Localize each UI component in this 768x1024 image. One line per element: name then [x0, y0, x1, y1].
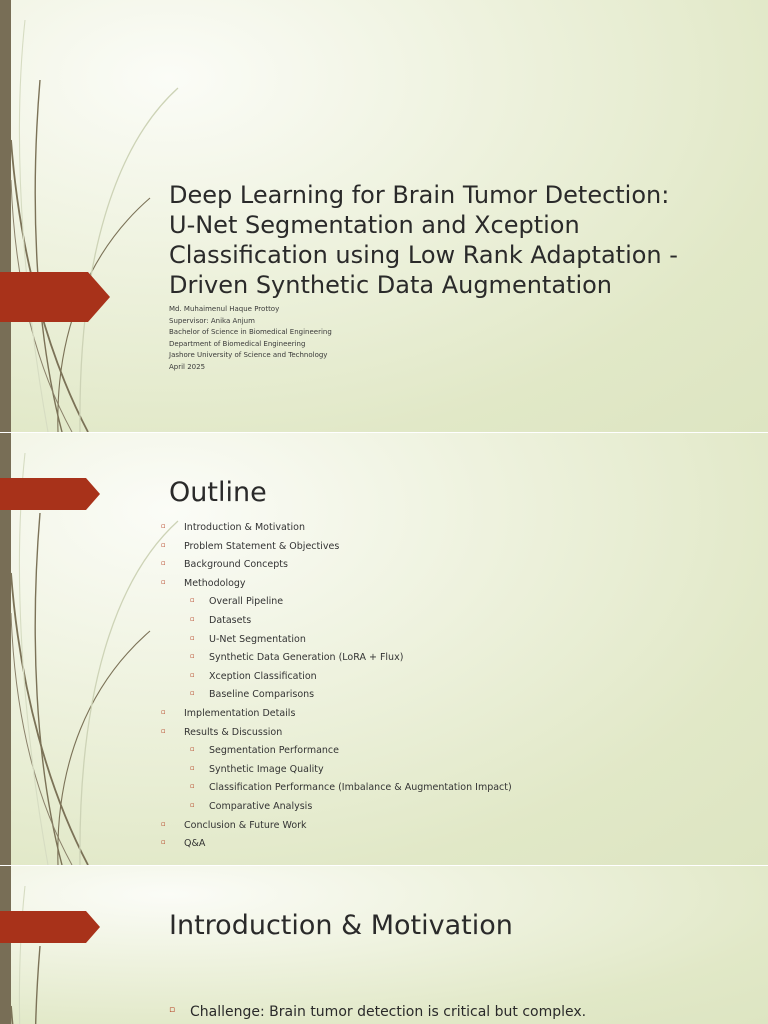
square-bullet-icon: ▫ [190, 689, 195, 698]
list-subitem: ▫ Xception Classification [160, 668, 512, 687]
square-bullet-icon: ▫ [190, 614, 195, 623]
square-bullet-icon: ▫ [161, 522, 166, 530]
list-item: ▫ Introduction & Motivation [160, 519, 512, 538]
square-bullet-icon: ▫ [161, 819, 166, 828]
list-item: ▫ Methodology [160, 575, 512, 594]
list-subitem: ▫ Comparative Analysis [160, 798, 512, 817]
department: Department of Biomedical Engineering [169, 339, 306, 348]
square-bullet-icon: ▫ [190, 633, 195, 642]
list-subitem: ▫ Baseline Comparisons [160, 686, 512, 705]
square-bullet-icon: ▫ [161, 540, 166, 549]
list-item: ▫ Background Concepts [160, 556, 512, 575]
list-subitem: ▫ Datasets [160, 612, 512, 631]
title-line: Classification using Low Rank Adaptation - [169, 241, 678, 269]
list-item: ▫ Conclusion & Future Work [160, 817, 512, 836]
square-bullet-icon: ▫ [190, 652, 195, 661]
author-info [169, 304, 332, 374]
outline-list [160, 519, 512, 854]
square-bullet-icon: ▫ [161, 726, 166, 735]
title-slide [0, 0, 768, 432]
chevron-arrow-tab-icon [0, 478, 100, 510]
square-bullet-icon: ▫ [190, 782, 195, 791]
square-bullet-icon: ▫ [190, 763, 195, 772]
university: Jashore University of Science and Technology [169, 351, 328, 360]
square-bullet-icon: ▫ [190, 670, 195, 679]
list-item: ▫ Problem Statement & Objectives [160, 538, 512, 557]
introduction-title: Introduction & Motivation [169, 910, 513, 941]
square-bullet-icon: ▫ [161, 707, 166, 716]
list-subitem: ▫ Overall Pipeline [160, 593, 512, 612]
author-name: Md. Muhaimenul Haque Prottoy [169, 305, 280, 313]
list-subitem: ▫ Synthetic Image Quality [160, 761, 512, 780]
challenge-text: Challenge: Brain tumor detection is critical but complex. [190, 1004, 587, 1020]
list-subitem: ▫ Segmentation Performance [160, 742, 512, 761]
supervisor: Supervisor: Anika Anjum [169, 316, 255, 325]
square-bullet-icon: ▫ [190, 745, 195, 754]
title-line: U-Net Segmentation and Xception [169, 211, 580, 239]
square-bullet-icon: ▫ [161, 577, 166, 586]
title-line: Driven Synthetic Data Augmentation [169, 271, 613, 299]
square-bullet-icon: ▫ [161, 838, 166, 847]
chevron-arrow-tab-icon [0, 911, 100, 943]
outline-title: Outline [169, 477, 267, 508]
square-bullet-icon: ▫ [190, 596, 195, 605]
chevron-arrow-tab-icon [0, 272, 110, 322]
list-subitem: ▫ Synthetic Data Generation (LoRA + Flux) [160, 649, 512, 668]
presentation-title [169, 180, 749, 300]
list-item: ▫ Implementation Details [160, 705, 512, 724]
square-bullet-icon: ▫ [169, 1005, 176, 1015]
introduction-slide [0, 866, 768, 1024]
square-bullet-icon: ▫ [161, 559, 166, 568]
list-item: ▫ Q&A [160, 835, 512, 854]
date: April 2025 [169, 362, 206, 371]
list-subitem: ▫ U-Net Segmentation [160, 631, 512, 650]
list-item [169, 1003, 586, 1021]
title-line: Deep Learning for Brain Tumor Detection: [169, 181, 670, 209]
degree: Bachelor of Science in Biomedical Engineering [169, 328, 332, 337]
list-item: ▫ Results & Discussion [160, 724, 512, 743]
square-bullet-icon: ▫ [190, 800, 195, 809]
decorative-curves [0, 866, 200, 1024]
list-subitem: ▫ Classification Performance (Imbalance & Augmentation Impact) [160, 779, 512, 798]
